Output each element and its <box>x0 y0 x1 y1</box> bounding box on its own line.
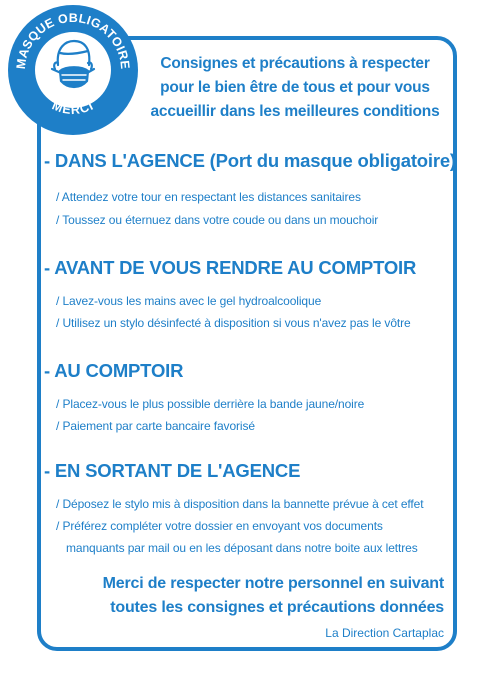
closing-line: toutes les consignes et précautions données <box>110 599 444 616</box>
badge-bottom-text: MERCI <box>50 98 97 118</box>
section-item: / Préférez compléter votre dossier en envoyant vos documents <box>56 519 383 533</box>
mask-mandatory-badge <box>8 5 138 135</box>
intro-line: Consignes et précautions à respecter <box>160 55 430 72</box>
section-item: / Déposez le stylo mis à disposition dans la bannette prévue à cet effet <box>56 497 424 511</box>
intro-heading <box>144 52 446 124</box>
intro-line: pour le bien être de tous et pour vous <box>160 79 430 96</box>
section-item: / Toussez ou éternuez dans votre coude ou dans un mouchoir <box>56 213 379 227</box>
section-item: / Lavez-vous les mains avec le gel hydroalcoolique <box>56 294 322 308</box>
badge-graphic <box>8 5 138 135</box>
section-title-before-counter: - AVANT DE VOUS RENDRE AU COMPTOIR <box>44 257 417 278</box>
section-title-agency: - DANS L'AGENCE (Port du masque obligatoire) <box>44 150 456 171</box>
section-item: manquants par mail ou en les déposant dans notre boite aux lettres <box>66 541 418 555</box>
section-item: / Utilisez un stylo désinfecté à disposition si vous n'avez pas le vôtre <box>56 316 411 330</box>
intro-line: accueillir dans les meilleures conditions <box>150 103 440 120</box>
section-title-leaving: - EN SORTANT DE L'AGENCE <box>44 460 301 481</box>
section-title-counter: - AU COMPTOIR <box>44 360 184 381</box>
section-item: / Placez-vous le plus possible derrière la bande jaune/noire <box>56 397 365 411</box>
signature: La Direction Cartaplac <box>325 626 444 640</box>
section-item: / Attendez votre tour en respectant les distances sanitaires <box>56 190 361 204</box>
section-item: / Paiement par carte bancaire favorisé <box>56 419 255 433</box>
badge-top-text: MASQUE OBLIGATOIRE <box>13 10 133 70</box>
closing-line: Merci de respecter notre personnel en suivant <box>102 575 444 592</box>
closing-message <box>62 572 444 620</box>
